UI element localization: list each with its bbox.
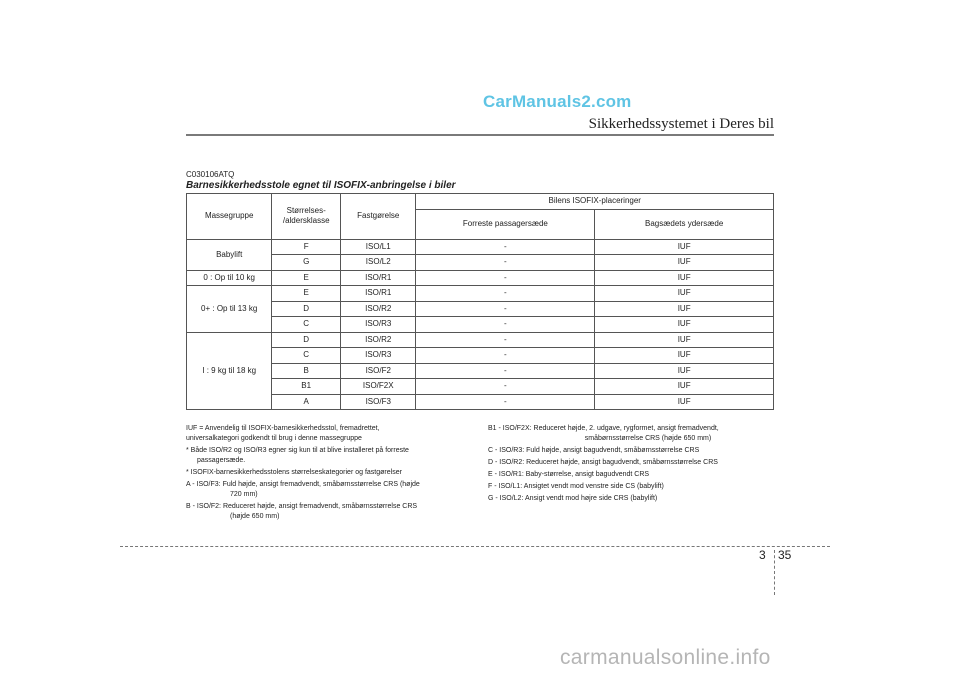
front-cell: - xyxy=(416,348,595,364)
front-cell: - xyxy=(416,317,595,333)
rear-cell: IUF xyxy=(595,286,774,302)
rear-cell: IUF xyxy=(595,332,774,348)
rear-cell: IUF xyxy=(595,301,774,317)
note-iuf-line2: universalkategori godkendt til brug i denne massegruppe xyxy=(186,435,362,442)
note-a-line1: A - ISO/F3: Fuld højde, ansigt fremadvendt, småbørnsstørrelse CRS (højde xyxy=(186,481,420,488)
front-cell: - xyxy=(416,270,595,286)
page-number-divider xyxy=(774,550,775,595)
isofix-table xyxy=(186,193,774,410)
note-star-front-only xyxy=(186,446,472,466)
note-a xyxy=(186,480,472,500)
fixture-cell: ISO/R1 xyxy=(341,286,416,302)
mass-group-cell: Babylift xyxy=(187,239,272,270)
table-row xyxy=(187,332,774,348)
table-row xyxy=(187,270,774,286)
note-star1-line1: * Både ISO/R2 og ISO/R3 egner sig kun til at blive installeret på forreste xyxy=(186,447,409,454)
size-cell: C xyxy=(272,317,341,333)
size-cell: D xyxy=(272,332,341,348)
front-cell: - xyxy=(416,301,595,317)
rear-cell: IUF xyxy=(595,348,774,364)
header-positions: Bilens ISOFIX-placeringer xyxy=(416,194,774,210)
header-front-seat: Forreste passagersæde xyxy=(416,209,595,239)
fixture-cell: ISO/R3 xyxy=(341,317,416,333)
note-b1-line2: småbørnsstørrelse CRS (højde 650 mm) xyxy=(584,435,712,442)
footer-dashed-rule xyxy=(120,546,830,547)
mass-group-cell: 0 : Op til 10 kg xyxy=(187,270,272,286)
table-row xyxy=(187,394,774,410)
size-cell: C xyxy=(272,348,341,364)
chapter-number: 3 xyxy=(759,548,766,562)
note-f: F - ISO/L1: Ansigtet vendt mod venstre side CS (babylift) xyxy=(488,483,664,490)
fixture-cell: ISO/L2 xyxy=(341,255,416,271)
note-iuf-line1: IUF = Anvendelig til ISOFIX-barnesikkerhedsstol, fremadrettet, xyxy=(186,425,380,432)
note-e: E - ISO/R1: Baby-størrelse, ansigt bagudvendt CRS xyxy=(488,471,650,478)
fixture-cell: ISO/R3 xyxy=(341,348,416,364)
table-row xyxy=(187,317,774,333)
header-size-class-line2: /aldersklasse xyxy=(282,216,330,226)
header-rear-seat: Bagsædets ydersæde xyxy=(595,209,774,239)
size-cell: G xyxy=(272,255,341,271)
fixture-cell: ISO/F2X xyxy=(341,379,416,395)
size-cell: E xyxy=(272,286,341,302)
rear-cell: IUF xyxy=(595,363,774,379)
table-row xyxy=(187,239,774,255)
front-cell: - xyxy=(416,363,595,379)
fixture-cell: ISO/R2 xyxy=(341,301,416,317)
section-code: C030106ATQ xyxy=(186,170,235,179)
note-star1-line2: passagersæde. xyxy=(197,457,246,464)
front-cell: - xyxy=(416,394,595,410)
note-star-size-categories: * ISOFIX-barnesikkerhedsstolens størrelseskategorier og fastgørelser xyxy=(186,469,402,476)
front-cell: - xyxy=(416,239,595,255)
table-row xyxy=(187,363,774,379)
size-cell: B1 xyxy=(272,379,341,395)
header-size-class xyxy=(272,194,341,240)
note-b1 xyxy=(488,424,774,444)
size-cell: D xyxy=(272,301,341,317)
note-d: D - ISO/R2: Reduceret højde, ansigt bagudvendt, småbørnsstørrelse CRS xyxy=(488,459,718,466)
fixture-cell: ISO/R1 xyxy=(341,270,416,286)
front-cell: - xyxy=(416,332,595,348)
mass-group-cell: 0+ : Op til 13 kg xyxy=(187,286,272,333)
note-a-line2: 720 mm) xyxy=(230,491,258,498)
header-mass-group: Massegruppe xyxy=(187,194,272,240)
page-header-title: Sikkerhedssystemet i Deres bil xyxy=(588,116,774,132)
header-size-class-line1: Størrelses- xyxy=(286,206,326,216)
size-cell: A xyxy=(272,394,341,410)
note-b xyxy=(186,502,472,522)
rear-cell: IUF xyxy=(595,394,774,410)
size-cell: B xyxy=(272,363,341,379)
rear-cell: IUF xyxy=(595,239,774,255)
watermark-bottom: carmanualsonline.info xyxy=(560,646,771,669)
size-cell: F xyxy=(272,239,341,255)
notes-right-column xyxy=(488,424,774,506)
note-b1-line1: B1 - ISO/F2X: Reduceret højde, 2. udgave, rygformet, ansigt fremadvendt, xyxy=(488,425,719,432)
front-cell: - xyxy=(416,379,595,395)
fixture-cell: ISO/F3 xyxy=(341,394,416,410)
table-row xyxy=(187,301,774,317)
notes-left-column xyxy=(186,424,472,524)
header-rule xyxy=(186,134,774,136)
rear-cell: IUF xyxy=(595,270,774,286)
page-number: 35 xyxy=(778,548,792,562)
note-iuf xyxy=(186,424,472,444)
fixture-cell: ISO/L1 xyxy=(341,239,416,255)
note-g: G - ISO/L2: Ansigt vendt mod højre side CRS (babylift) xyxy=(488,495,658,502)
header-fixture: Fastgørelse xyxy=(341,194,416,240)
mass-group-cell: I : 9 kg til 18 kg xyxy=(187,332,272,410)
rear-cell: IUF xyxy=(595,379,774,395)
table-row xyxy=(187,348,774,364)
front-cell: - xyxy=(416,255,595,271)
note-c: C - ISO/R3: Fuld højde, ansigt bagudvendt, småbørnsstørrelse CRS xyxy=(488,447,700,454)
rear-cell: IUF xyxy=(595,255,774,271)
table-row xyxy=(187,379,774,395)
size-cell: E xyxy=(272,270,341,286)
table-row xyxy=(187,255,774,271)
rear-cell: IUF xyxy=(595,317,774,333)
note-b-line2: (højde 650 mm) xyxy=(230,513,280,520)
fixture-cell: ISO/R2 xyxy=(341,332,416,348)
section-title: Barnesikkerhedsstole egnet til ISOFIX-anbringelse i biler xyxy=(186,180,456,191)
fixture-cell: ISO/F2 xyxy=(341,363,416,379)
table-row xyxy=(187,286,774,302)
front-cell: - xyxy=(416,286,595,302)
table-header-row xyxy=(187,194,774,210)
note-b-line1: B - ISO/F2: Reduceret højde, ansigt fremadvendt, småbørnsstørrelse CRS xyxy=(186,503,418,510)
watermark-top: CarManuals2.com xyxy=(483,92,632,111)
